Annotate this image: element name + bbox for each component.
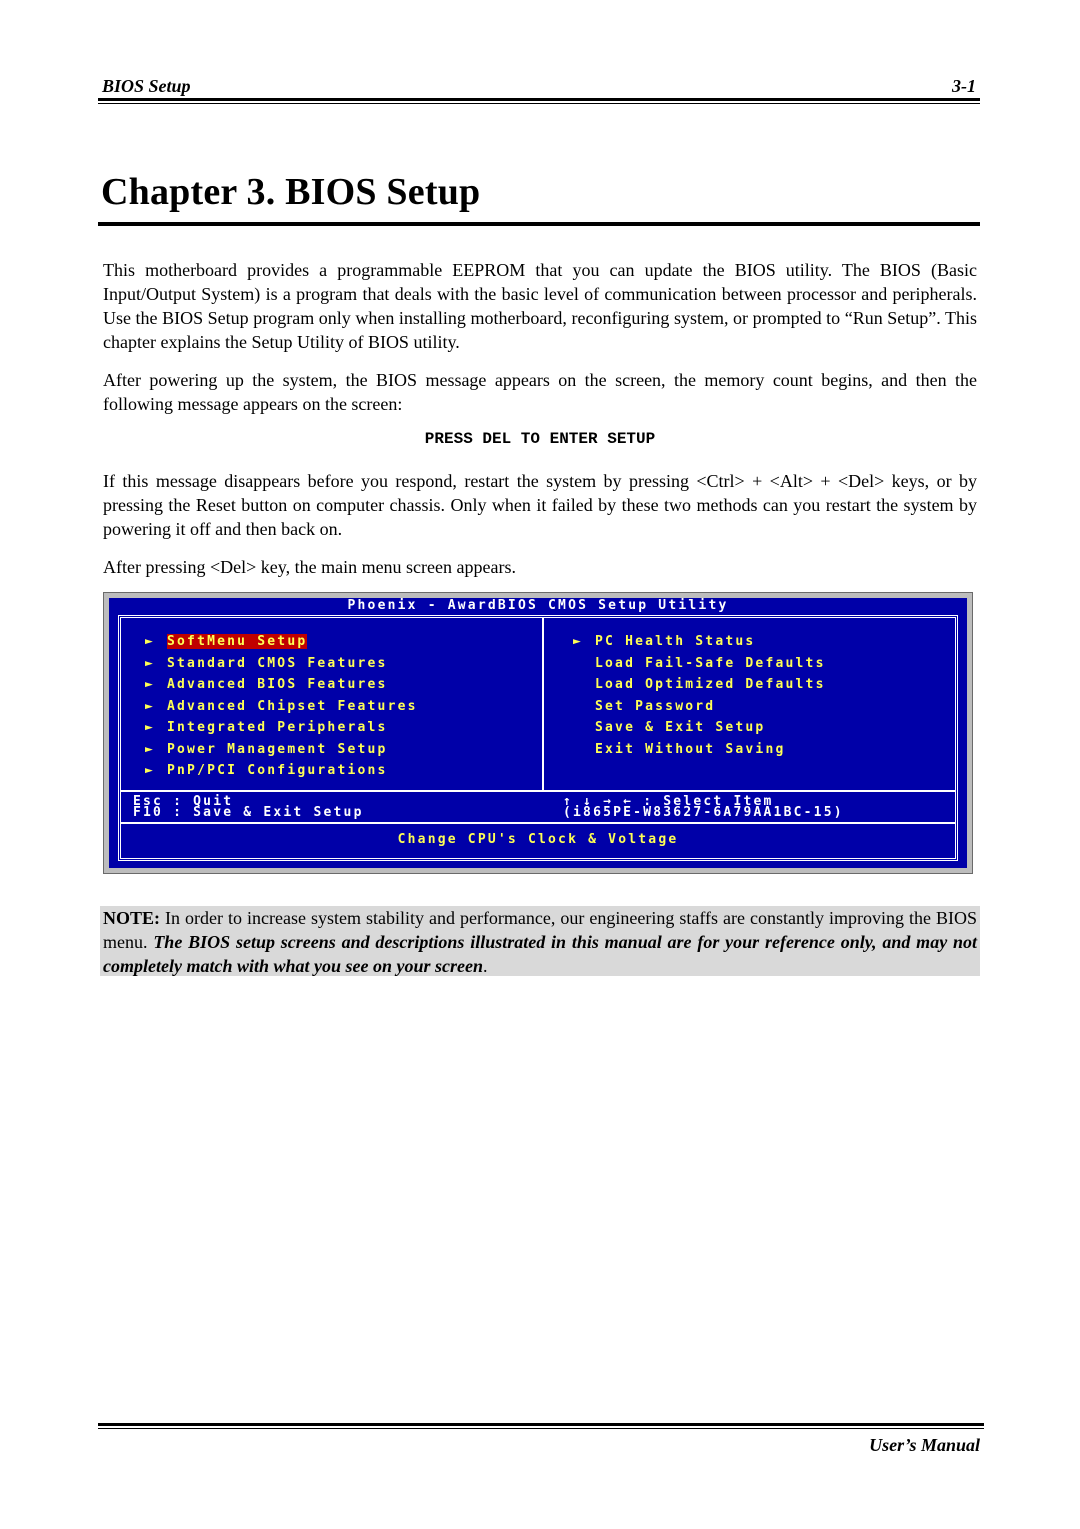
arrow-right-icon: ► — [573, 634, 581, 649]
footer-rule — [98, 1423, 984, 1426]
bios-menu-power-management[interactable]: ► Power Management Setup — [145, 742, 388, 757]
arrow-right-icon: ► — [145, 677, 153, 692]
restart-paragraph: If this message disappears before you respond, restart the system by pressing <Ctrl> + <Alt> + <Del> keys, or by pressing the Reset button on computer chassis. Only when it failed by these two methods can you restart the system by powering it off and then back on. — [103, 471, 977, 539]
title-rule — [98, 222, 980, 226]
bios-menu-frame — [118, 615, 958, 861]
bios-menu-advanced-chipset[interactable]: ► Advanced Chipset Features — [145, 699, 418, 714]
footer-manual-label: User’s Manual — [869, 1435, 980, 1455]
chapter-title: Chapter 3. BIOS Setup — [101, 171, 481, 213]
bios-menu-pnp-pci[interactable]: ► PnP/PCI Configurations — [145, 763, 388, 778]
intro-paragraph: This motherboard provides a programmable EEPROM that you can update the BIOS utility. The BIOS (Basic Input/Output System) is a program that deals with the basic level of communication between processor and peripherals. Use the BIOS Setup program only when installing motherboard, reconfiguring system, or prompted to “Run Setup”. This chapter explains the Setup Utility of BIOS utility. — [103, 260, 977, 352]
note-text: In order to increase system stability and performance, our engineering staffs are constantly improving the BIOS menu. — [103, 908, 977, 952]
note-box — [100, 906, 980, 976]
arrow-right-icon: ► — [145, 699, 153, 714]
footer-rule-thin — [98, 1428, 984, 1429]
bios-version-id: (i865PE-W83627-6A79AA1BC-15) — [563, 805, 844, 820]
arrow-right-icon: ► — [145, 720, 153, 735]
note-label: NOTE: — [103, 908, 161, 928]
setup-message: PRESS DEL TO ENTER SETUP — [424, 430, 656, 448]
bios-item-help: Change CPU's Clock & Voltage — [397, 832, 679, 847]
bios-key-esc: Esc : Quit — [133, 794, 234, 809]
arrow-right-icon: ► — [145, 656, 153, 671]
note-end: . — [483, 956, 488, 976]
del-paragraph: After pressing <Del> key, the main menu screen appears. — [103, 557, 516, 577]
bios-menu-advanced-bios[interactable]: ► Advanced BIOS Features — [145, 677, 388, 692]
bios-divider-bottom — [120, 822, 956, 824]
bios-menu-standard-cmos[interactable]: ► Standard CMOS Features — [145, 656, 388, 671]
bios-screenshot — [103, 592, 973, 874]
bios-menu-pc-health[interactable]: ► PC Health Status — [573, 634, 756, 649]
arrow-right-icon: ► — [145, 634, 153, 649]
bios-menu-integrated-peripherals[interactable]: ► Integrated Peripherals — [145, 720, 388, 735]
bios-title: Phoenix - AwardBIOS CMOS Setup Utility — [347, 598, 729, 613]
bios-screen — [109, 598, 967, 868]
bios-menu-softmenu[interactable]: ► SoftMenu Setup — [145, 634, 308, 649]
header-page-number: 3-1 — [952, 76, 976, 96]
page-header — [100, 74, 980, 98]
bios-divider-top — [120, 790, 956, 792]
header-rule-thin — [98, 103, 980, 104]
bios-menu-set-password[interactable]: Set Password — [595, 699, 716, 714]
note-emphasis: The BIOS setup screens and descriptions illustrated in this manual are for your reference only, and may not completely match with what you see on your screen — [103, 932, 977, 976]
bios-menu-load-optimized[interactable]: Load Optimized Defaults — [595, 677, 826, 692]
bios-column-divider — [542, 617, 544, 790]
header-section: BIOS Setup — [102, 76, 191, 96]
bios-key-f10: F10 : Save & Exit Setup — [133, 805, 364, 820]
bios-menu-exit-without-saving[interactable]: Exit Without Saving — [595, 742, 786, 757]
bios-key-select: ↑ ↓ → ← : Select Item — [563, 794, 774, 809]
powerup-paragraph: After powering up the system, the BIOS message appears on the screen, the memory count begins, and then the following message appears on the screen: — [103, 370, 977, 414]
bios-menu-load-failsafe[interactable]: Load Fail-Safe Defaults — [595, 656, 826, 671]
arrow-right-icon: ► — [145, 742, 153, 757]
header-rule — [98, 98, 980, 101]
bios-menu-save-exit[interactable]: Save & Exit Setup — [595, 720, 766, 735]
arrow-right-icon: ► — [145, 763, 153, 778]
